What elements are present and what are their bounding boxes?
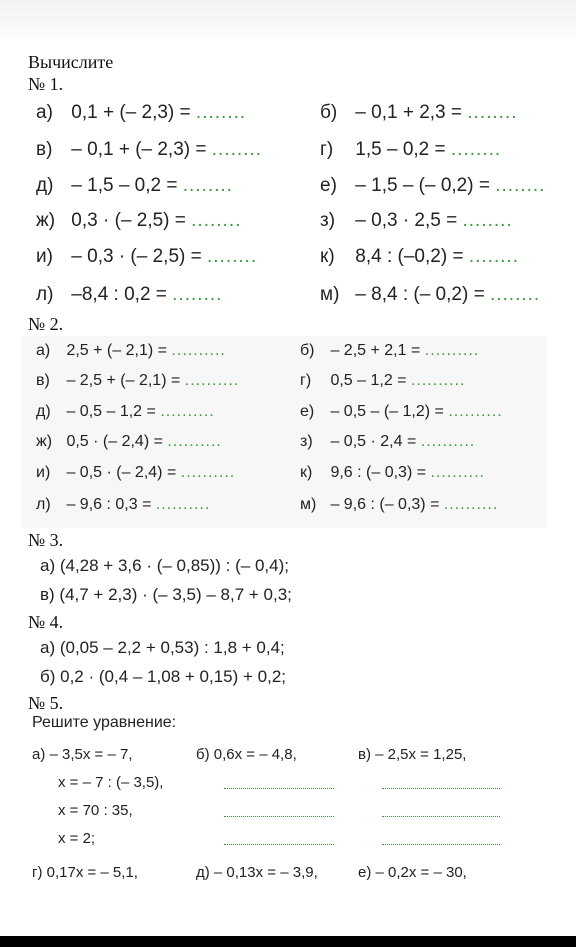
s5-v-answer-line-3 [382, 844, 500, 845]
s1-item-m: м) – 8,4 : (– 0,2) = ........ [320, 284, 541, 305]
s2-item-d: д) – 0,5 – 1,2 = .......... [36, 403, 215, 420]
s1-item-z: з) – 0,3 · 2,5 = ........ [320, 210, 513, 231]
s5-eq-e: е) – 0,2x = – 30, [358, 864, 467, 881]
s5-eq-v: в) – 2,5x = 1,25, [358, 746, 467, 763]
s1-item-v: в) – 0,1 + (– 2,3) = ........ [36, 139, 262, 160]
s2-item-z: з) – 0,5 · 2,4 = .......... [300, 433, 476, 450]
s3-expression-a: а) (4,28 + 3,6 · (– 0,85)) : (– 0,4); [40, 556, 289, 575]
section-4-number: № 4. [28, 612, 64, 632]
s2-item-e: е) – 0,5 – (– 1,2) = .......... [300, 403, 503, 420]
bottom-bar [0, 936, 576, 947]
s1-item-a: а) 0,1 + (– 2,3) = ........ [36, 102, 247, 123]
s1-item-e: е) – 1,5 – (– 0,2) = ........ [320, 175, 546, 196]
s5-heading: Решите уравнение: [32, 714, 177, 731]
s2-item-b: б) – 2,5 + 2,1 = .......... [300, 342, 480, 359]
s5-eq-a-step3: x = 2; [58, 830, 96, 847]
s1-item-b: б) – 0,1 + 2,3 = ........ [320, 102, 518, 123]
s5-eq-b: б) 0,6x = – 4,8, [196, 746, 297, 763]
s2-item-m: м) – 9,6 : (– 0,3) = .......... [300, 496, 499, 513]
s1-item-g: г) 1,5 – 0,2 = ........ [320, 139, 502, 160]
s2-item-a: а) 2,5 + (– 2,1) = .......... [36, 342, 226, 359]
s5-b-answer-line-1 [224, 788, 334, 789]
s2-item-l: л) – 9,6 : 0,3 = .......... [36, 496, 211, 513]
s2-item-i: и) – 0,5 · (– 2,4) = .......... [36, 464, 236, 481]
section-1-number: № 1. [28, 74, 64, 94]
s1-item-zh: ж) 0,3 · (– 2,5) = ........ [36, 210, 242, 231]
s1-item-k: к) 8,4 : (–0,2) = ........ [320, 246, 520, 267]
worksheet-title: Вычислите [28, 52, 114, 72]
s1-item-l: л) –8,4 : 0,2 = ........ [36, 284, 223, 305]
s5-eq-a: а) – 3,5x = – 7, [32, 746, 133, 763]
s2-item-zh: ж) 0,5 · (– 2,4) = .......... [36, 433, 222, 450]
section-5-number: № 5. [28, 693, 64, 713]
s1-item-i: и) – 0,3 · (– 2,5) = ........ [36, 246, 258, 267]
s4-expression-a: а) (0,05 – 2,2 + 0,53) : 1,8 + 0,4; [40, 638, 285, 657]
s5-eq-a-step2: x = 70 : 35, [58, 802, 133, 819]
s5-eq-d: д) – 0,13x = – 3,9, [196, 864, 318, 881]
s5-b-answer-line-2 [224, 816, 334, 817]
s5-eq-g: г) 0,17x = – 5,1, [32, 864, 138, 881]
s5-b-answer-line-3 [224, 844, 334, 845]
section-2-number: № 2. [28, 314, 64, 334]
s2-item-v: в) – 2,5 + (– 2,1) = .......... [36, 372, 240, 389]
s2-item-k: к) 9,6 : (– 0,3) = .......... [300, 464, 485, 481]
s4-expression-b: б) 0,2 · (0,4 – 1,08 + 0,15) + 0,2; [40, 667, 286, 686]
s5-eq-a-step1: x = – 7 : (– 3,5), [58, 774, 164, 791]
section-3-number: № 3. [28, 530, 64, 550]
s2-item-g: г) 0,5 – 1,2 = .......... [300, 372, 466, 389]
s1-item-d: д) – 1,5 – 0,2 = ........ [36, 175, 233, 196]
s5-v-answer-line-1 [382, 788, 500, 789]
s5-v-answer-line-2 [382, 816, 500, 817]
s3-expression-v: в) (4,7 + 2,3) · (– 3,5) – 8,7 + 0,3; [40, 585, 292, 604]
